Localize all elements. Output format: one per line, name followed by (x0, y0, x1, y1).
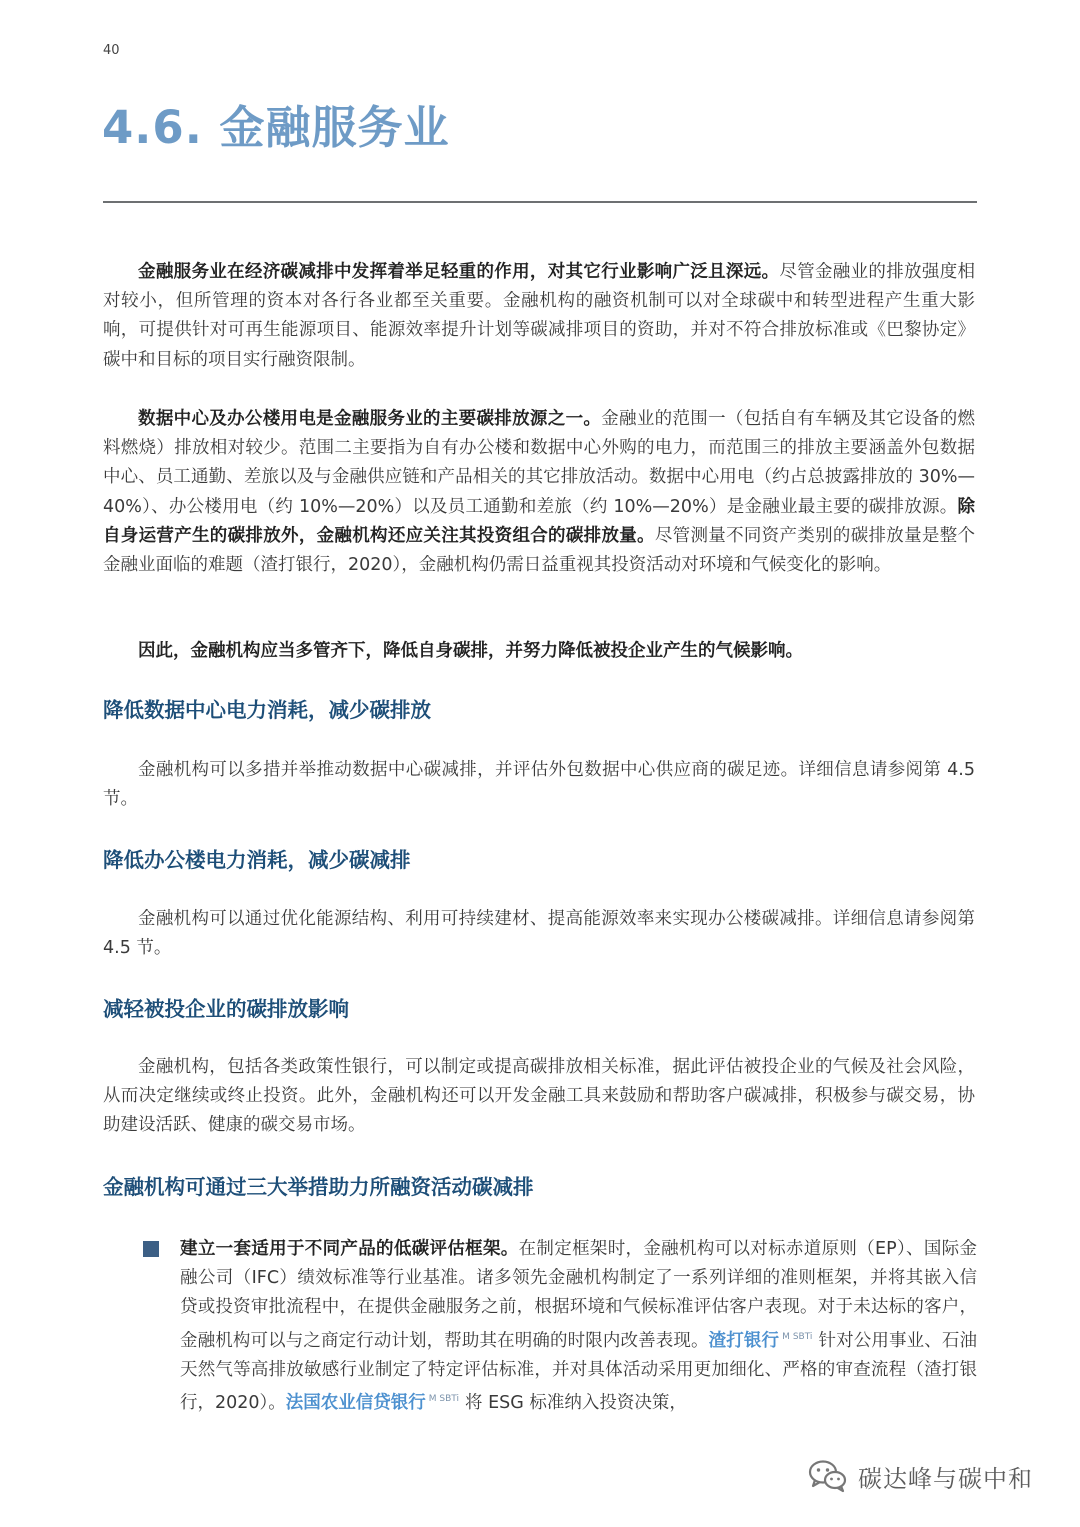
measure-bold-lead: 建立一套适用于不同产品的低碳评估框架。 (180, 1239, 519, 1259)
watermark-text: 碳达峰与碳中和 (858, 1464, 1033, 1493)
office-building-paragraph: 金融机构可以通过优化能源结构、利用可持续建材、提高能源效率来实现办公楼碳减排。详细信息请参阅第 4.5 节。 (103, 909, 975, 959)
measure-body: 在制定框架时，金融机构可以对标赤道原则（EP）、国际金融公司（IFC）绩效标准等行业基准。诸多领先金融机构制定了一系列详细的准则框架，并将其嵌入信贷或投资审批流程中，在提供金融服务之前，根据环境和气候标准评估客户表现。对于未达标的客户，金融机构可以与之商定行动计划，帮助其在明确的时限内改善表现。 (180, 1239, 978, 1351)
watermark (808, 1456, 1033, 1496)
commitment-badges: M SBTi (782, 1331, 813, 1342)
sources-text: 金融业的范围一（包括自有车辆及其它设备的燃料燃烧）排放相对较少。范围二主要指为自有办公楼和数据中心外购的电力，而范围三的排放主要涵盖外包数据中心、员工通勤、差旅以及与金融供应链和产品相关的其它排放活动。数据中心用电（约占总披露排放的 30%—40%）、办公楼用电（约 10%—20%）以及员工通勤和差旅（约 10%—20%）是金融业最主要的碳排放源。 (103, 409, 976, 517)
portfolio-text: 尽管测量不同资产类别的碳排放量是整个金融业面临的难题（渣打银行，2020），金融机构仍需日益重视其投资活动对环境和气候变化的影响。 (103, 525, 976, 576)
commitment-badges: M SBTi (428, 1394, 460, 1405)
measure-body-continued: 针对公用事业、石油天然气等高排放敏感行业制定了特定评估标准，并对具体活动采用更加细化、严格的审查流程（渣打银行，2020）。 (180, 1330, 978, 1414)
bank-link-standard-chartered: 渣打银行 (708, 1330, 780, 1351)
intro-bold-lead: 金融服务业在经济碳减排中发挥着举足轻重的作用，对其它行业影响广泛且深远。 (138, 262, 780, 282)
heading-office-building: 降低办公楼电力消耗，减少碳减排 (103, 848, 411, 872)
bullet-square (143, 1241, 159, 1257)
measure-body-end: 将 ESG 标准纳入投资决策， (465, 1393, 687, 1414)
conclusion-paragraph (103, 637, 975, 666)
chapter-title: 4.6. 金融服务业 (102, 101, 450, 154)
data-center-paragraph: 金融机构可以多措并举推动数据中心碳减排，并评估外包数据中心供应商的碳足迹。详细信息请参阅第 4.5 节。 (103, 760, 975, 810)
heading-three-measures: 金融机构可通过三大举措助力所融资活动碳减排 (103, 1175, 534, 1199)
title-divider (103, 201, 977, 203)
investee-impact-paragraph: 金融机构，包括各类政策性银行，可以制定或提高碳排放相关标准，据此评估被投企业的气候及社会风险，从而决定继续或终止投资。此外，金融机构还可以开发金融工具来鼓励和帮助客户碳减排，积极参与碳交易，协助建设活跃、健康的碳交易市场。 (103, 1057, 975, 1136)
conclusion-bold: 因此，金融机构应当多管齐下，降低自身碳排，并努力降低被投企业产生的气候影响。 (138, 641, 803, 661)
measure-list-item (143, 1235, 977, 1418)
intro-text: 尽管金融业的排放强度相对较小，但所管理的资本对各行各业都至关重要。金融机构的融资机制可以对全球碳中和转型进程产生重大影响，可提供针对可再生能源项目、能源效率提升计划等碳减排项目的资助，并对不符合排放标准或《巴黎协定》碳中和目标的项目实行融资限制。 (103, 262, 976, 370)
heading-data-center: 降低数据中心电力消耗，减少碳排放 (103, 698, 431, 722)
wechat-icon (808, 1459, 848, 1493)
bank-link-credit-agricole: 法国农业信贷银行 (285, 1393, 426, 1414)
intro-paragraph (103, 258, 975, 375)
measure-text (180, 1235, 977, 1418)
emission-sources-paragraph (103, 405, 975, 580)
sources-bold-lead: 数据中心及办公楼用电是金融服务业的主要碳排放源之一。 (138, 409, 602, 429)
portfolio-bold-statement: 除自身运营产生的碳排放外，金融机构还应关注其投资组合的碳排放量。 (103, 496, 975, 546)
page-number: 40 (103, 43, 120, 58)
heading-investee-impact: 减轻被投企业的碳排放影响 (103, 997, 349, 1021)
